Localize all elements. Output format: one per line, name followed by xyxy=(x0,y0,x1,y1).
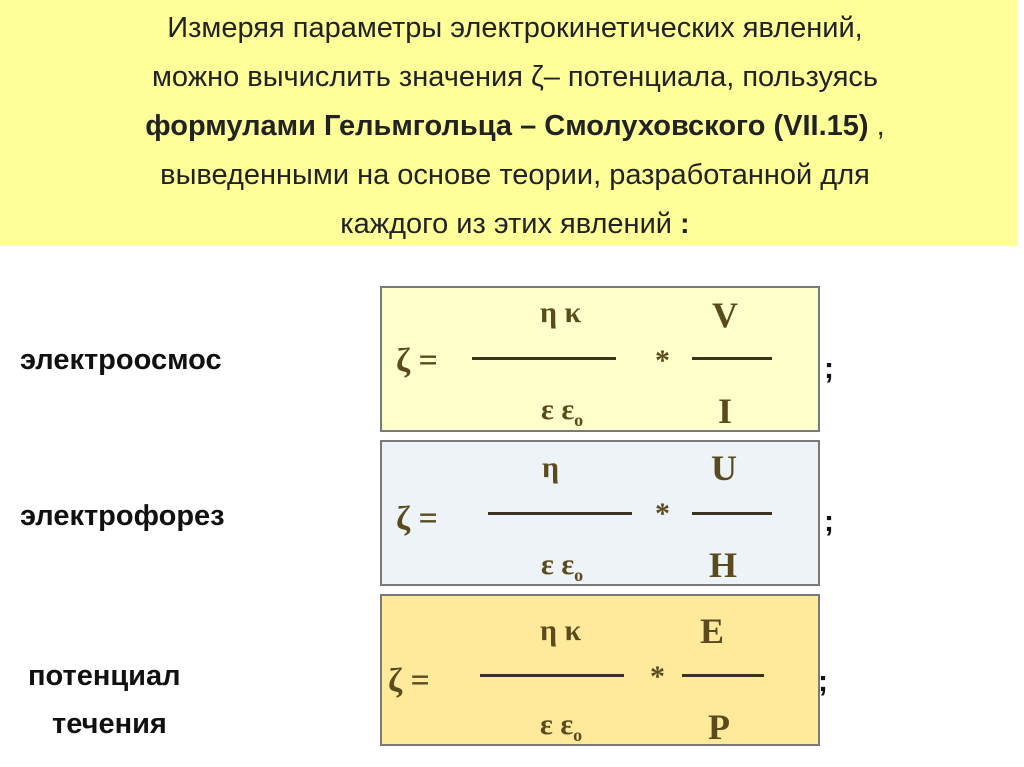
times-sign: * xyxy=(655,497,670,530)
ratio-top: V xyxy=(712,295,738,335)
numerator: η xyxy=(542,451,560,484)
ratio-top: E xyxy=(700,611,725,651)
label-electrophoresis: электрофорез xyxy=(20,500,225,532)
numerator: η κ xyxy=(540,296,582,329)
fraction-bar xyxy=(472,357,616,360)
zeta-symbol: ζ = xyxy=(396,342,438,379)
intro-line-5-colon: : xyxy=(680,208,690,240)
denominator-subscript: o xyxy=(574,565,584,585)
intro-line-3 xyxy=(20,102,1010,151)
ratio-bottom: H xyxy=(709,545,738,585)
denominator xyxy=(540,708,582,746)
intro-line-2: можно вычислить значения ζ– потенциала, пользуясь xyxy=(151,61,879,93)
intro-text xyxy=(20,4,1010,249)
times-sign: * xyxy=(655,344,670,377)
label-streaming-potential-line1: потенциал xyxy=(28,660,181,692)
denominator-subscript: o xyxy=(574,410,584,430)
intro-line-4: выведенными на основе теории, разработанной для xyxy=(160,159,870,191)
denominator-main: ε ε xyxy=(541,393,575,426)
label-streaming-potential-line2: течения xyxy=(52,708,167,740)
ratio-bottom: P xyxy=(708,707,730,747)
denominator-main: ε ε xyxy=(540,708,574,741)
intro-line-5 xyxy=(20,200,1010,249)
numerator: η κ xyxy=(540,614,582,647)
formula-box-streaming-potential xyxy=(380,594,820,746)
denominator-subscript: o xyxy=(573,725,583,745)
ratio-top: U xyxy=(711,448,737,488)
semicolon: ; xyxy=(824,505,834,538)
fraction-bar xyxy=(480,674,624,677)
denominator xyxy=(541,548,583,586)
ratio-bar xyxy=(692,357,772,360)
semicolon: ; xyxy=(824,352,834,385)
zeta-symbol: ζ = xyxy=(396,500,438,537)
semicolon: ; xyxy=(818,665,828,698)
ratio-bar xyxy=(692,512,772,515)
zeta-symbol: ζ = xyxy=(388,662,430,699)
intro-line-5-text: каждого из этих явлений xyxy=(340,208,681,240)
denominator-main: ε ε xyxy=(541,548,575,581)
fraction-bar xyxy=(488,512,632,515)
ratio-bottom: I xyxy=(718,391,733,431)
times-sign: * xyxy=(650,660,665,693)
intro-line-1: Измеряя параметры электрокинетических явлений, xyxy=(167,12,863,44)
denominator xyxy=(541,393,583,431)
formula-reference: формулами Гельмгольца – Смолуховского (VII.15) xyxy=(145,110,869,142)
intro-line-3-tail: , xyxy=(868,110,885,142)
ratio-bar xyxy=(682,674,764,677)
label-electroosmosis: электроосмос xyxy=(20,344,222,376)
